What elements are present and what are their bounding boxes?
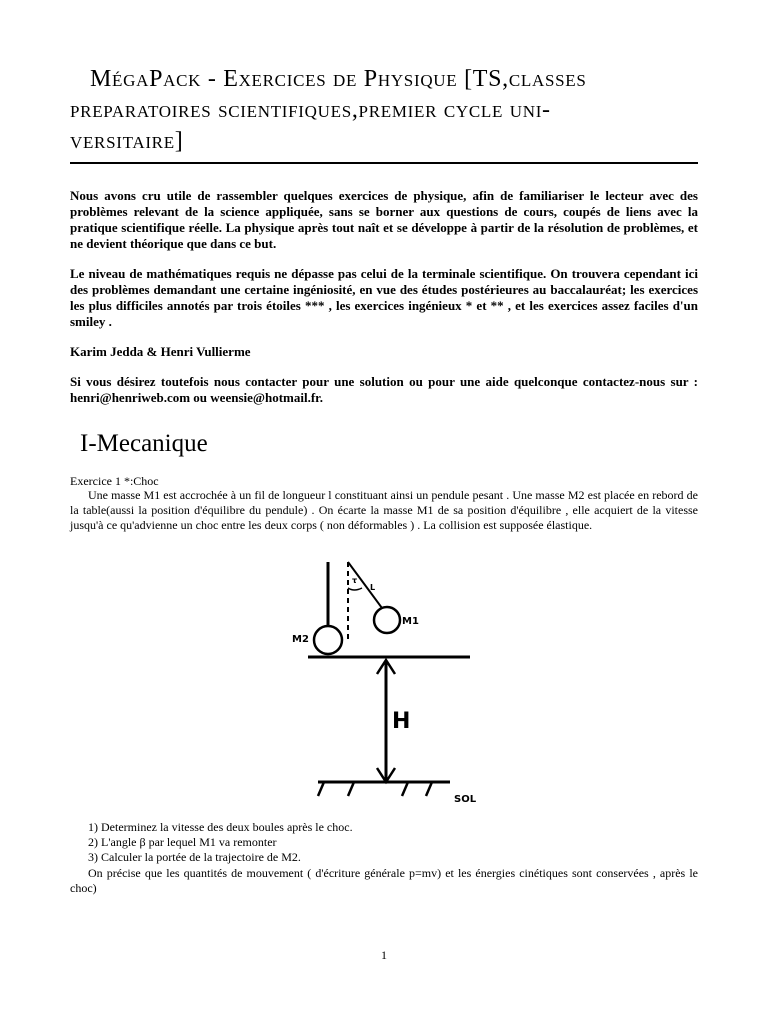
- pendulum-figure: [70, 550, 698, 810]
- label-m2: M2: [292, 634, 309, 645]
- pendulum-string: [348, 562, 382, 608]
- question-3: 3) Calculer la portée de la trajectoire de M2.: [88, 850, 301, 864]
- label-sol: SOL: [454, 794, 477, 805]
- page-number: 1: [381, 948, 387, 962]
- exercise-label: Exercice 1 *:Choc: [70, 474, 159, 488]
- title-line-1: MégaPack - Exercices de Physique [TS,classes: [90, 66, 587, 92]
- title-line-2: preparatoires scientifiques,premier cycle uni-: [70, 97, 551, 123]
- svg-text:τ: τ: [352, 576, 358, 585]
- label-l: L: [370, 583, 376, 592]
- intro-paragraph-2: Le niveau de mathématiques requis ne dépasse pas celui de la terminale scientifique. On trouvera cependant ici des problèmes demandant une certaine ingéniosité, en vue des études postérieures au baccalauréat; les exercices les plus difficiles annotés par trois étoiles *** , les exercices ingénieux * et ** , et les exercices assez faciles d'un smiley .: [70, 266, 698, 329]
- label-h: H: [392, 709, 411, 734]
- contact-paragraph: Si vous désirez toutefois nous contacter pour une solution ou pour une aide quelconque contactez-nous sur : henri@henriweb.com ou weensie@hotmail.fr.: [70, 374, 698, 405]
- document-title: [70, 64, 698, 157]
- ball-m1: [374, 607, 400, 633]
- exercise-statement: Une masse M1 est accrochée à un fil de longueur l constituant ainsi un pendule pesant . Une masse M2 est placée en rebord de la table(aussi la position d'équilibre du pendule) . On écarte la masse M1 de sa position d'équilibre , elle acquiert de la vitesse jusqu'à ce qu'advienne un choc entre les deux corps ( non déformables ) . La collision est supposée élastique.: [70, 488, 698, 532]
- document-page: [70, 0, 698, 1024]
- angle-arc: [348, 588, 362, 590]
- exercise-note: On précise que les quantités de mouvement ( d'écriture générale p=mv) et les énergies cinétiques sont conservées , après le choc): [70, 866, 698, 895]
- authors: Karim Jedda & Henri Vullierme: [70, 344, 251, 359]
- ground-hatch: [318, 782, 432, 796]
- title-rule: [70, 162, 698, 164]
- question-1: 1) Determinez la vitesse des deux boules après le choc.: [88, 820, 353, 834]
- title-line-3: versitaire]: [70, 128, 184, 154]
- questions-list: [88, 820, 353, 865]
- section-heading: I-Mecanique: [80, 430, 208, 457]
- question-2: 2) L'angle β par lequel M1 va remonter: [88, 835, 277, 849]
- intro-paragraph-1: Nous avons cru utile de rassembler quelques exercices de physique, afin de familiariser le lecteur avec des problèmes relevant de la science appliquée, sans se borner aux questions de cours, coupés de liens avec la pratique scientifique réelle. La physique après tout naît et se développe à partir de la résolution de problèmes, et ne devient théorique que dans ce but.: [70, 188, 698, 251]
- ball-m2: [314, 626, 342, 654]
- label-m1: M1: [402, 616, 419, 627]
